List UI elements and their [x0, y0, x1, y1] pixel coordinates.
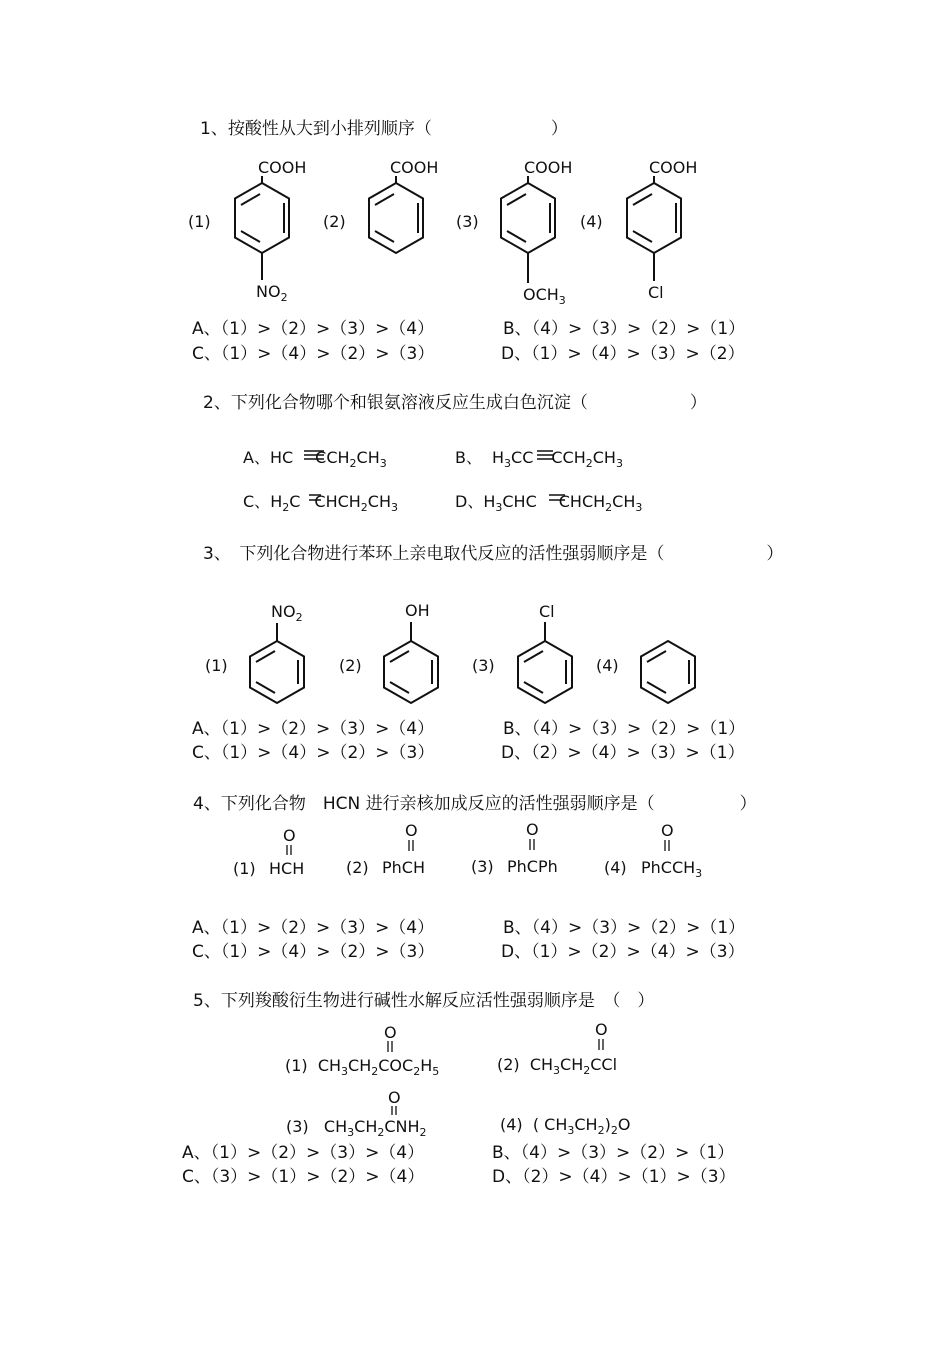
q1-question: 1、按酸性从大到小排列顺序（ ） — [200, 119, 568, 139]
q5-option-d[interactable]: D、（2）>（4）>（1）>（3） — [492, 1167, 736, 1187]
q5-question: 5、下列羧酸衍生物进行碱性水解反应活性强弱顺序是 （ ） — [193, 991, 655, 1011]
q5-compound-2: (2) $CH_3CH_2CCl$ — [497, 1055, 618, 1077]
q1-bottom-1: $NO_2$ — [256, 282, 288, 304]
q2-option-b[interactable]: B、 $H_3CC$ $CCH_2CH_3$ — [455, 448, 623, 470]
q1-top-2: COOH — [390, 158, 439, 177]
q4-compound-2: PhCH — [382, 858, 425, 877]
q1-option-d[interactable]: D、（1）>（4）>（3）>（2） — [501, 344, 745, 364]
q1-label-1: (1) — [188, 212, 211, 231]
q4-option-a[interactable]: A、（1）>（2）>（3）>（4） — [192, 918, 435, 938]
q1-option-c[interactable]: C、（1）>（4）>（2）>（3） — [192, 344, 435, 364]
q4-oxygen-4: O — [661, 821, 674, 840]
q4-compound-3: PhCPh — [507, 857, 558, 876]
q4-option-c[interactable]: C、（1）>（4）>（2）>（3） — [192, 942, 435, 962]
q3-label-1: (1) — [205, 656, 228, 675]
q1-top-4: COOH — [649, 158, 698, 177]
q1-option-b[interactable]: B、（4）>（3）>（2）>（1） — [503, 319, 746, 339]
q4-question: 4、下列化合物 HCN 进行亲核加成反应的活性强弱顺序是（ ） — [193, 794, 757, 814]
q3-subst-1: $NO_2$ — [271, 602, 303, 624]
q3-option-a[interactable]: A、（1）>（2）>（3）>（4） — [192, 719, 435, 739]
q2-option-a[interactable]: A、HC $CCH_2CH_3$ — [243, 448, 387, 470]
q5-option-c[interactable]: C、（3）>（1）>（2）>（4） — [182, 1167, 425, 1187]
q3-option-c[interactable]: C、（1）>（4）>（2）>（3） — [192, 743, 435, 763]
q3-subst-2: OH — [405, 601, 430, 620]
q5-oxygen-3: O — [388, 1088, 401, 1107]
q5-compound-3: (3) $CH_3CH_2CNH_2$ — [286, 1117, 427, 1139]
q5-option-b[interactable]: B、（4）>（3）>（2）>（1） — [492, 1143, 735, 1163]
q4-option-b[interactable]: B、（4）>（3）>（2）>（1） — [503, 918, 746, 938]
q2-question: 2、下列化合物哪个和银氨溶液反应生成白色沉淀（ ） — [203, 393, 707, 413]
q3-question: 3、 下列化合物进行苯环上亲电取代反应的活性强弱顺序是（ ） — [203, 544, 784, 564]
q4-oxygen-3: O — [526, 820, 539, 839]
q4-label-3: (3) — [471, 857, 494, 876]
q5-oxygen-1: O — [384, 1023, 397, 1042]
q4-oxygen-2: O — [405, 821, 418, 840]
q1-label-2: (2) — [323, 212, 346, 231]
q3-label-2: (2) — [339, 656, 362, 675]
q3-subst-3: Cl — [539, 602, 555, 621]
q4-option-d[interactable]: D、（1）>（2）>（4）>（3） — [501, 942, 745, 962]
q2-option-d[interactable]: D、$H_3CHC$ $CHCH_2CH_3$ — [455, 492, 643, 514]
q1-bottom-4: Cl — [648, 283, 664, 302]
q5-oxygen-2: O — [595, 1020, 608, 1039]
q5-compound-4: (4) ( $CH_3CH_2)_2O$ — [500, 1115, 631, 1137]
q1-top-1: COOH — [258, 158, 307, 177]
q4-label-4: (4) — [604, 858, 627, 877]
q5-compound-1: (1) $CH_3CH_2COC_2H_5$ — [285, 1056, 440, 1078]
q4-oxygen-1: O — [283, 826, 296, 845]
q3-label-3: (3) — [472, 656, 495, 675]
q1-bottom-3: $OCH_3$ — [523, 285, 566, 307]
q4-compound-1: HCH — [269, 859, 305, 878]
q3-option-b[interactable]: B、（4）>（3）>（2）>（1） — [503, 719, 746, 739]
q4-label-2: (2) — [346, 858, 369, 877]
q3-label-4: (4) — [596, 656, 619, 675]
q1-option-a[interactable]: A、（1）>（2）>（3）>（4） — [192, 319, 435, 339]
q2-option-c[interactable]: C、$H_2C$ $CHCH_2CH_3$ — [243, 492, 398, 514]
q4-compound-4: PhCCH$_3$ — [641, 858, 703, 880]
q3-option-d[interactable]: D、（2）>（4）>（3）>（1） — [501, 743, 745, 763]
q1-top-3: COOH — [524, 158, 573, 177]
q1-label-3: (3) — [456, 212, 479, 231]
q4-label-1: (1) — [233, 859, 256, 878]
q5-option-a[interactable]: A、（1）>（2）>（3）>（4） — [182, 1143, 425, 1163]
q1-label-4: (4) — [580, 212, 603, 231]
